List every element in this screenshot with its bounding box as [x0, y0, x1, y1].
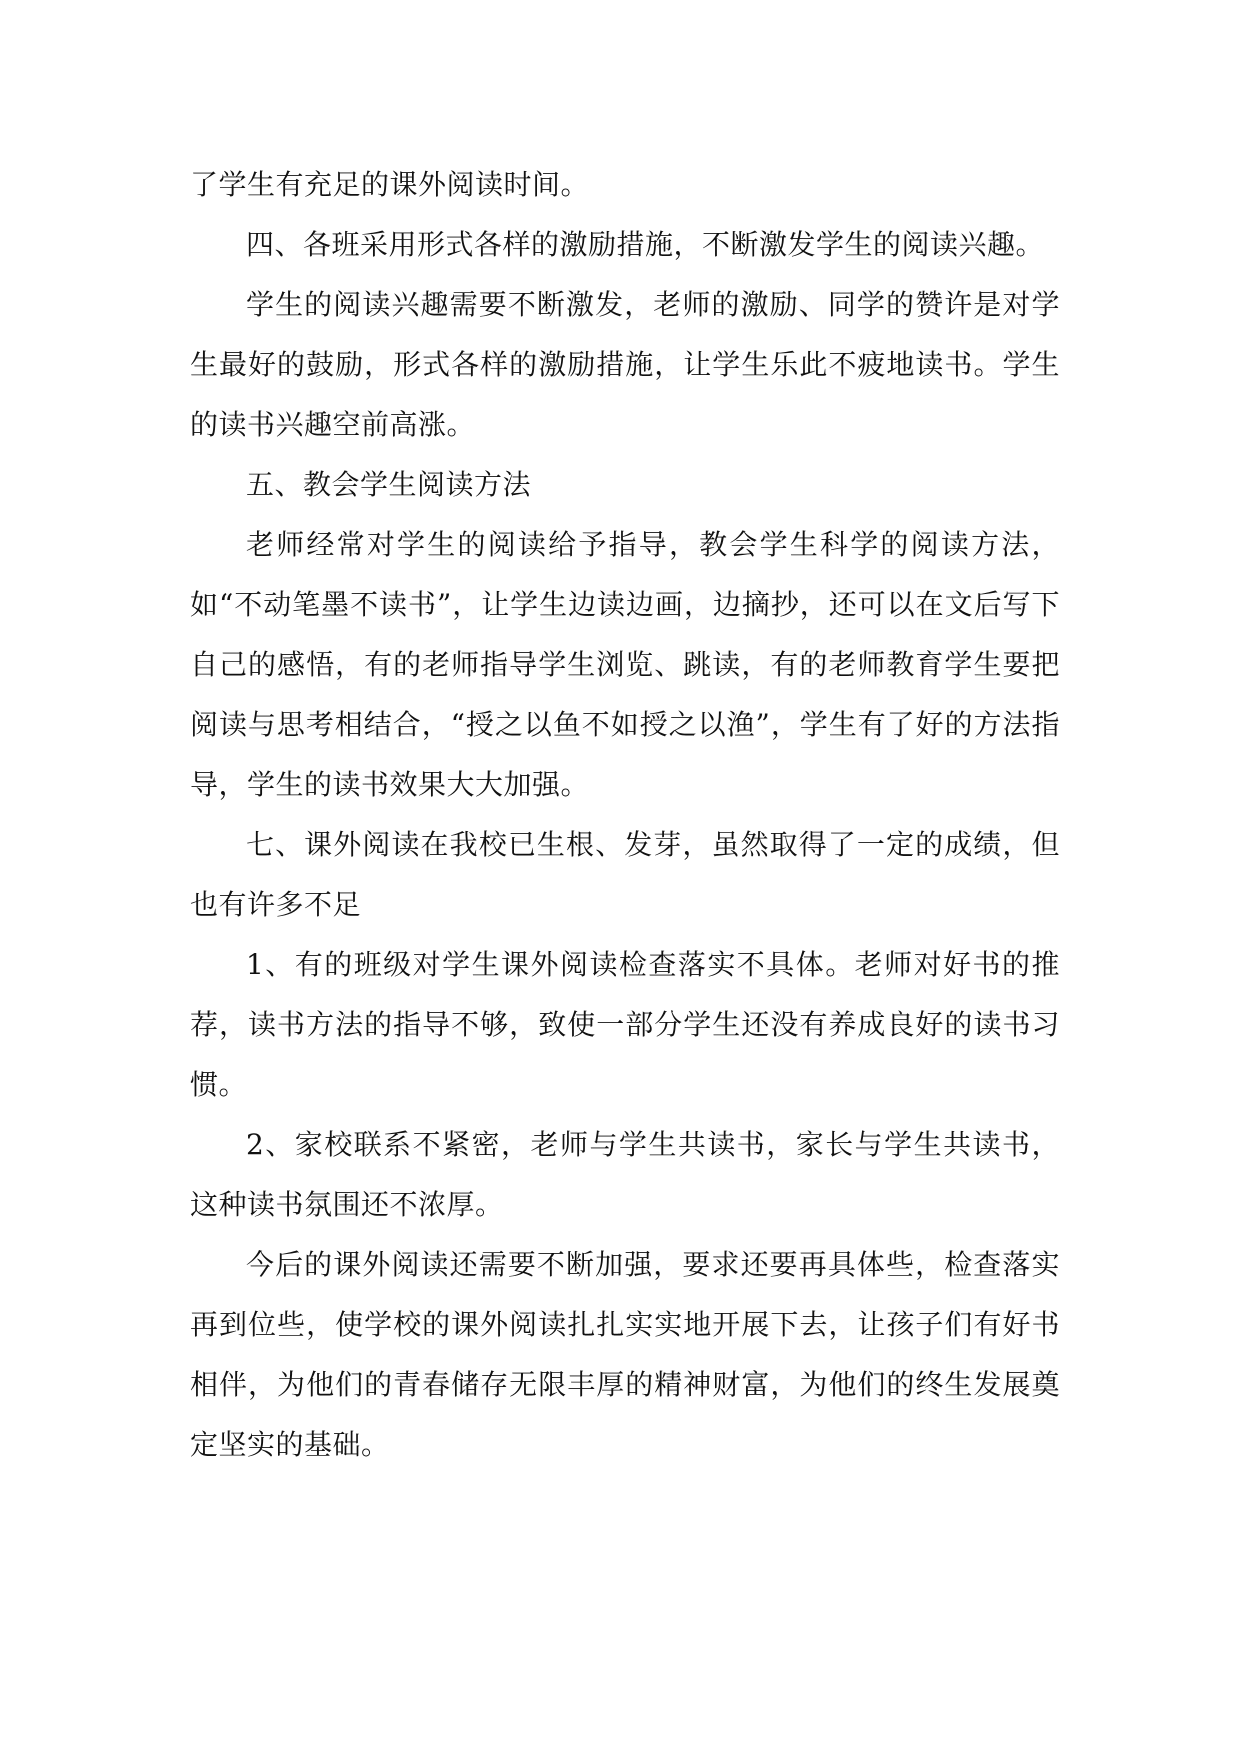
paragraph-continuation: 了学生有充足的课外阅读时间。 — [190, 168, 590, 201]
shortcoming-item-2: 2、家校联系不紧密，老师与学生共读书，家长与学生共读书，这种读书氛围还不浓厚。 — [190, 1128, 1060, 1221]
section-heading-5: 五、教会学生阅读方法 — [246, 468, 532, 501]
section-heading-4: 四、各班采用形式各样的激励措施，不断激发学生的阅读兴趣。 — [246, 228, 1045, 261]
paragraph-conclusion: 今后的课外阅读还需要不断加强，要求还要再具体些，检查落实再到位些，使学校的课外阅读扎扎实实地开展下去，让孩子们有好书相伴，为他们的青春储存无限丰厚的精神财富，为他们的终生发展奠定坚实的基础。 — [190, 1248, 1060, 1461]
shortcoming-item-1: 1、有的班级对学生课外阅读检查落实不具体。老师对好书的推荐，读书方法的指导不够，致使一部分学生还没有养成良好的读书习惯。 — [190, 948, 1060, 1101]
paragraph-motivation: 学生的阅读兴趣需要不断激发，老师的激励、同学的赞许是对学生最好的鼓励，形式各样的激励措施，让学生乐此不疲地读书。学生的读书兴趣空前高涨。 — [190, 288, 1060, 441]
section-heading-7: 七、课外阅读在我校已生根、发芽，虽然取得了一定的成绩，但也有许多不足 — [190, 828, 1060, 921]
document-body — [190, 155, 1060, 1475]
paragraph-reading-methods: 老师经常对学生的阅读给予指导，教会学生科学的阅读方法，如“不动笔墨不读书”，让学生边读边画，边摘抄，还可以在文后写下自己的感悟，有的老师指导学生浏览、跳读，有的老师教育学生要把阅读与思考相结合，“授之以鱼不如授之以渔”，学生有了好的方法指导，学生的读书效果大大加强。 — [190, 528, 1060, 801]
